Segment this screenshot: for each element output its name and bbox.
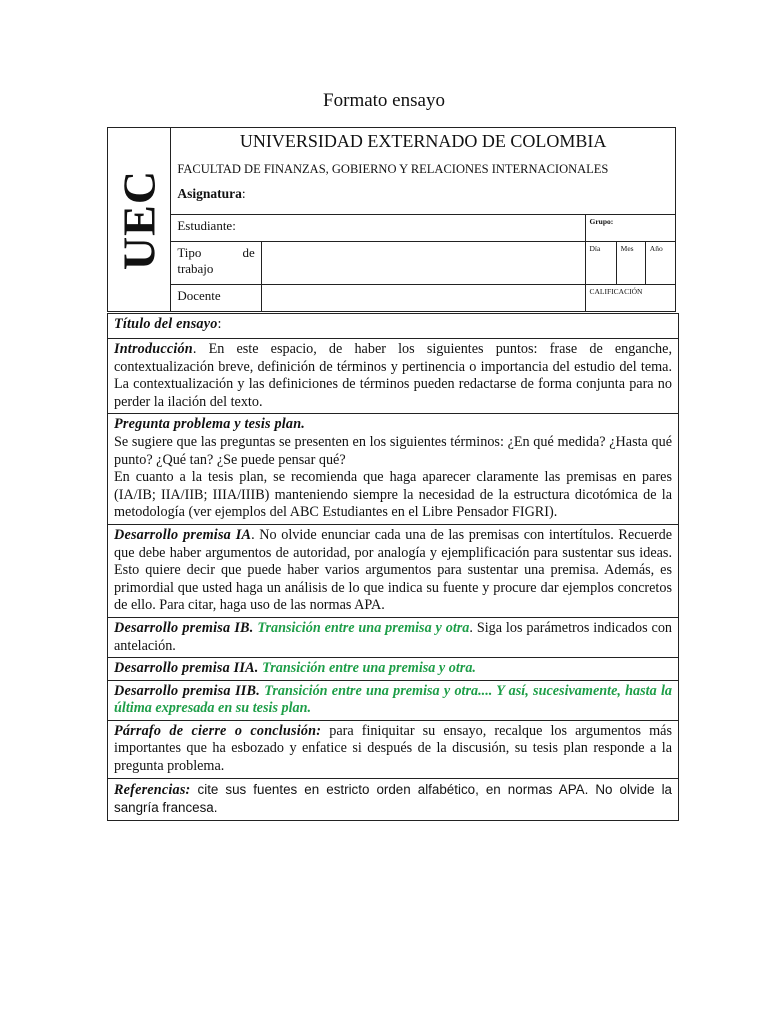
premise-ib-heading: Desarrollo premisa IB bbox=[114, 619, 250, 636]
premise-ib-section bbox=[108, 617, 679, 657]
essay-title-label: Título del ensayo bbox=[114, 316, 218, 332]
premise-iib-heading: Desarrollo premisa IIB bbox=[114, 682, 257, 699]
premise-ib-text: . Siga los parámetros indicados con antelación. bbox=[114, 619, 673, 654]
introduction-section bbox=[108, 339, 679, 414]
premise-iib-transition: Transición entre una premisa y otra.... Y así, sucesivamente, hasta la última expresada en su tesis plan. bbox=[114, 682, 673, 717]
references-text: cite sus fuentes en estricto orden alfabético, en normas APA. No olvide la sangría francesa. bbox=[114, 781, 672, 816]
group-field[interactable] bbox=[585, 215, 676, 242]
question-text-1: Se sugiere que las preguntas se presenten en los siguientes términos: ¿En qué medida? ¿Hasta qué punto? ¿Qué tan? ¿Se puede pensar qué? bbox=[114, 433, 672, 468]
group-label: Grupo: bbox=[589, 217, 614, 226]
closing-heading: Párrafo de cierre o conclusión: bbox=[114, 722, 322, 739]
premise-ia-section bbox=[108, 524, 679, 617]
day-field[interactable] bbox=[585, 242, 616, 285]
essay-title-row[interactable] bbox=[108, 314, 679, 339]
content-table bbox=[107, 313, 679, 821]
essay-title-colon: : bbox=[217, 316, 222, 332]
subject-colon: : bbox=[241, 186, 246, 201]
premise-ib-dot: . bbox=[249, 619, 254, 636]
question-heading: Pregunta problema y tesis plan bbox=[114, 416, 302, 433]
day-label: Día bbox=[589, 244, 601, 253]
tipo-trabajo-field[interactable] bbox=[261, 242, 585, 285]
university-name: UNIVERSIDAD EXTERNADO DE COLOMBIA bbox=[239, 131, 607, 151]
teacher-field[interactable] bbox=[261, 285, 585, 312]
references-heading: Referencias: bbox=[114, 781, 191, 798]
introduction-text: . En este espacio, de haber los siguientes puntos: frase de enganche, contextualización breve, definición de términos y pertinencia o importancia del estudio del tema. La contextualización y las definiciones de términos pueden redactarse de forma conjunta para no perder la ilación del texto. bbox=[114, 341, 672, 410]
year-field[interactable] bbox=[645, 242, 675, 285]
tipo-word: Tipo bbox=[177, 245, 202, 260]
year-label: Año bbox=[649, 244, 663, 253]
premise-ia-text: . No olvide enunciar cada una de las premisas con intertítulos. Recuerde que debe haber argumentos de autoridad, por analogía y ejemplificación para sustentar sus ideas. Esto quiere decir que puede haber varios argumentos para sustentar una premisa. Además, es primordial que usted haga un análisis de lo que indica su fuente y procure dar ejemplos concretos de ello. Para citar, haga uso de las normas APA. bbox=[114, 526, 672, 614]
references-section bbox=[108, 778, 679, 820]
uec-logo: UEC bbox=[113, 169, 165, 270]
logo-cell bbox=[108, 128, 171, 312]
month-label: Mes bbox=[620, 244, 634, 253]
premise-ia-heading: Desarrollo premisa IA bbox=[114, 526, 252, 543]
grade-label: CALIFICACIÓN bbox=[589, 287, 643, 296]
teacher-label: Docente bbox=[177, 288, 221, 303]
question-text-2: En cuanto a la tesis plan, se recomienda que haga aparecer claramente las premisas en pares (IA/IB; IIA/IIB; IIIA/IIIB) manteniendo siempre la necesidad de la estructura dicotómica de la metodología (ver ejemplos del ABC Estudiantes en el Libre Pensador FIGRI). bbox=[114, 469, 672, 521]
introduction-heading: Introducción bbox=[114, 341, 193, 357]
header-table bbox=[107, 127, 676, 312]
de-word: de bbox=[242, 245, 255, 260]
student-label: Estudiante: bbox=[177, 218, 236, 233]
premise-iia-heading: Desarrollo premisa IIA bbox=[114, 660, 255, 677]
question-dot: . bbox=[301, 416, 306, 433]
premise-ib-transition: Transición entre una premisa y otra bbox=[257, 619, 470, 636]
university-cell bbox=[171, 128, 676, 215]
month-field[interactable] bbox=[616, 242, 645, 285]
trabajo-word: trabajo bbox=[177, 261, 214, 276]
premise-iia-section bbox=[108, 658, 679, 681]
premise-iia-transition: Transición entre una premisa y otra. bbox=[262, 660, 476, 677]
closing-text: para finiquitar su ensayo, recalque los argumentos más importantes que ha esbozado y enfatice si después de la discusión, su tesis plan responde a la pregunta problema. bbox=[114, 722, 672, 775]
closing-section bbox=[108, 720, 679, 778]
faculty-name: FACULTAD DE FINANZAS, GOBIERNO Y RELACIONES INTERNACIONALES bbox=[177, 162, 609, 176]
grade-field[interactable] bbox=[585, 285, 676, 312]
teacher-label-cell bbox=[171, 285, 261, 312]
tipo-label-cell bbox=[171, 242, 261, 285]
student-field[interactable] bbox=[171, 215, 585, 242]
question-section bbox=[108, 414, 679, 525]
premise-iib-dot: . bbox=[256, 682, 260, 699]
premise-iib-section bbox=[108, 680, 679, 720]
subject-line bbox=[177, 186, 669, 202]
page-title: Formato ensayo bbox=[323, 90, 445, 111]
subject-label: Asignatura bbox=[177, 186, 242, 201]
premise-iia-dot: . bbox=[254, 660, 259, 677]
